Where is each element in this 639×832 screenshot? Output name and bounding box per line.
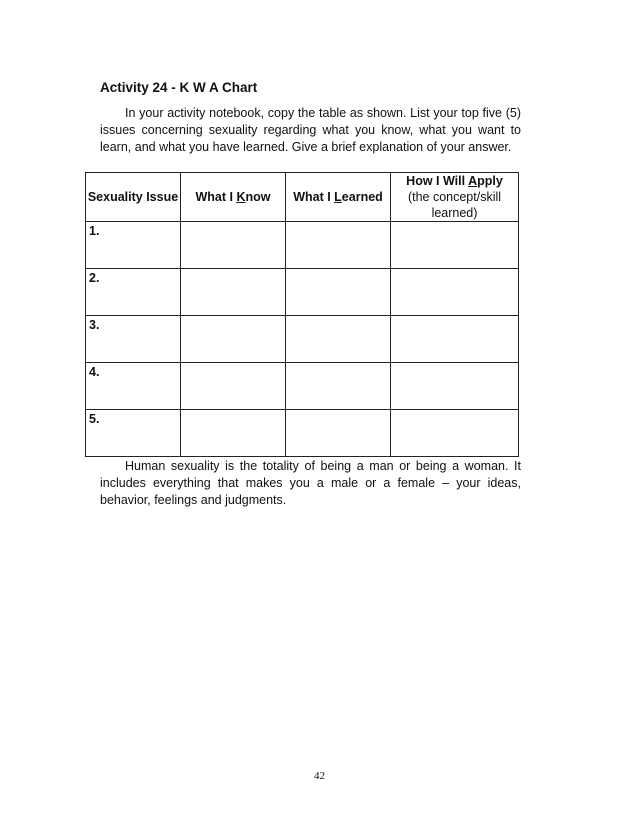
know-cell xyxy=(181,269,286,316)
row-number: 1. xyxy=(86,222,181,269)
know-cell xyxy=(181,363,286,410)
header-apply-note: (the concept/skill learned) xyxy=(407,190,502,220)
header-sexuality-issue: Sexuality Issue xyxy=(86,173,181,222)
know-cell xyxy=(181,410,286,457)
row-number: 5. xyxy=(86,410,181,457)
learned-cell xyxy=(286,316,391,363)
know-cell xyxy=(181,316,286,363)
row-number: 2. xyxy=(86,269,181,316)
instructions-paragraph xyxy=(100,105,521,156)
learned-cell xyxy=(286,269,391,316)
table-header-row xyxy=(86,173,519,222)
closing-text: Human sexuality is the totality of being a man or being a woman. It includes everything that makes you a male or a female – your ideas, behavior, feelings and judgments. xyxy=(100,459,521,507)
table-row xyxy=(86,269,519,316)
table-row xyxy=(86,316,519,363)
table-row xyxy=(86,410,519,457)
instructions-text: In your activity notebook, copy the table as shown. List your top five (5) issues concerning sexuality regarding what you know, what you want to learn, and what you have learned. Give a brief explanation of your answer. xyxy=(100,106,521,154)
table-row xyxy=(86,363,519,410)
header-what-i-know: What I Know xyxy=(181,173,286,222)
learned-cell xyxy=(286,222,391,269)
row-number: 3. xyxy=(86,316,181,363)
apply-cell xyxy=(391,269,519,316)
header-what-i-learned: What I Learned xyxy=(286,173,391,222)
kwa-chart-table xyxy=(85,172,519,457)
apply-cell xyxy=(391,410,519,457)
apply-cell xyxy=(391,363,519,410)
page-number: 42 xyxy=(314,770,325,782)
header-how-i-will-apply: How I Will Apply (the concept/skill learned) xyxy=(391,173,519,222)
apply-cell xyxy=(391,316,519,363)
table-row xyxy=(86,222,519,269)
know-cell xyxy=(181,222,286,269)
learned-cell xyxy=(286,363,391,410)
apply-cell xyxy=(391,222,519,269)
closing-paragraph xyxy=(100,458,521,509)
learned-cell xyxy=(286,410,391,457)
row-number: 4. xyxy=(86,363,181,410)
activity-title: Activity 24 - K W A Chart xyxy=(100,80,258,95)
